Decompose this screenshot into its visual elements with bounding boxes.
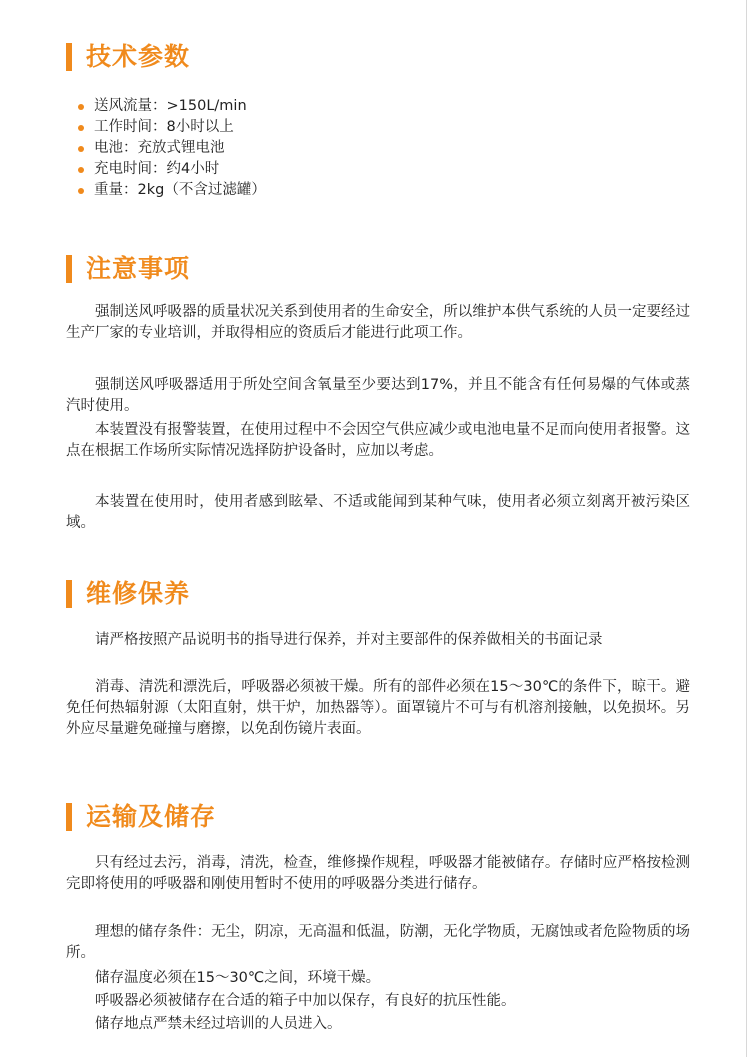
spec-item: 工作时间：8小时以上 — [78, 117, 266, 138]
spec-item: 充电时间：约4小时 — [78, 159, 266, 180]
notice-paragraph: 强制送风呼吸器适用于所处空间含氧量至少要达到17%，并且不能含有任何易爆的气体或蒸汽时使用。 — [66, 377, 690, 414]
heading-accent-bar — [66, 580, 72, 608]
storage-paragraph: 呼吸器必须被储存在合适的箱子中加以保存，有良好的抗压性能。 — [95, 993, 516, 1009]
section-heading-maintenance — [66, 577, 190, 611]
bullet-icon — [78, 188, 84, 194]
section-title: 维修保养 — [86, 579, 191, 608]
spec-item: 重量：2kg（不含过滤罐） — [78, 180, 266, 201]
bullet-icon — [78, 104, 84, 110]
maintenance-paragraph: 消毒、清洗和漂洗后，呼吸器必须被干燥。所有的部件必须在15～30℃的条件下，晾干。避免任何热辐射源（太阳直射，烘干炉，加热器等）。面罩镜片不可与有机溶剂接触，以免损坏。另外应尽量避免碰撞与磨擦，以免刮伤镜片表面。 — [66, 679, 690, 737]
section-title: 技术参数 — [86, 42, 191, 71]
storage-paragraph: 储存温度必须在15～30℃之间，环境干燥。 — [95, 970, 381, 986]
notice-paragraph: 本装置在使用时，使用者感到眩晕、不适或能闻到某种气味，使用者必须立刻离开被污染区域。 — [66, 494, 690, 531]
bullet-icon — [78, 146, 84, 152]
heading-accent-bar — [66, 255, 72, 283]
section-title: 注意事项 — [86, 254, 191, 283]
section-heading-notice — [66, 252, 190, 286]
storage-paragraph: 储存地点严禁未经过培训的人员进入。 — [95, 1016, 342, 1032]
maintenance-paragraph: 请严格按照产品说明书的指导进行保养，并对主要部件的保养做相关的书面记录 — [95, 632, 603, 648]
notice-paragraph: 强制送风呼吸器的质量状况关系到使用者的生命安全，所以维护本供气系统的人员一定要经过生产厂家的专业培训，并取得相应的资质后才能进行此项工作。 — [66, 304, 690, 341]
storage-paragraph: 理想的储存条件：无尘，阴凉，无高温和低温，防潮，无化学物质，无腐蚀或者危险物质的场所。 — [66, 924, 690, 961]
heading-accent-bar — [66, 803, 72, 831]
bullet-icon — [78, 167, 84, 173]
page-edge-divider — [746, 0, 747, 1057]
spec-list — [78, 96, 266, 201]
notice-paragraph: 本装置没有报警装置，在使用过程中不会因空气供应减少或电池电量不足而向使用者报警。这点在根据工作场所实际情况选择防护设备时，应加以考虑。 — [66, 422, 690, 459]
spec-item: 电池：充放式锂电池 — [78, 138, 266, 159]
section-heading-tech — [66, 40, 190, 74]
heading-accent-bar — [66, 43, 72, 71]
spec-item: 送风流量：>150L/min — [78, 96, 266, 117]
storage-paragraph: 只有经过去污，消毒，清洗，检查，维修操作规程，呼吸器才能被储存。存储时应严格按检测完即将使用的呼吸器和刚使用暂时不使用的呼吸器分类进行储存。 — [66, 855, 690, 892]
section-heading-storage — [66, 800, 216, 834]
bullet-icon — [78, 125, 84, 131]
section-title: 运输及储存 — [86, 802, 217, 831]
